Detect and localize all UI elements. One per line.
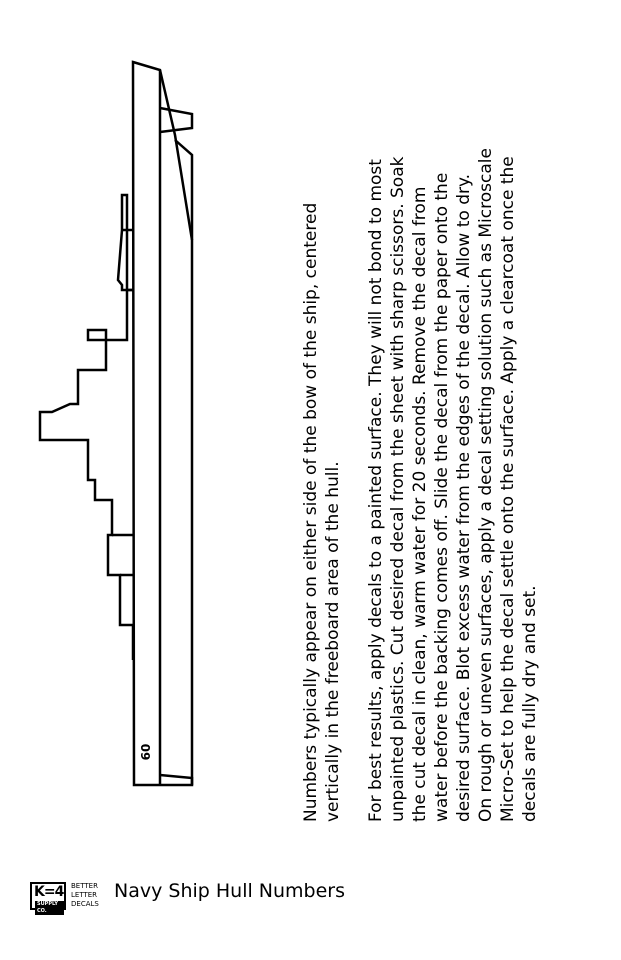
placement-note: [300, 203, 344, 822]
placement-line: Numbers typically appear on either side of the bow of the ship, centered: [301, 202, 321, 822]
placement-line: vertically in the freeboard area of the hull.: [323, 461, 343, 822]
instruction-line: water before the backing comes off. Slide the decal from the paper onto the: [432, 172, 452, 822]
instruction-line: desired surface. Blot excess water from the edges of the decal. Allow to dry.: [454, 173, 474, 822]
superstructure: [40, 195, 133, 660]
logo-sub-text: SUPPLY CO.: [35, 901, 64, 915]
application-instructions: [365, 148, 541, 822]
instruction-line: Micro-Set to help the decal settle onto the surface. Apply a clearcoat once the: [498, 156, 518, 822]
instruction-line: the cut decal in clean, warm water for 20 seconds. Remove the decal from: [410, 186, 430, 822]
logo-mark-text: K=4: [34, 884, 64, 900]
bow: [160, 775, 192, 785]
instruction-line: On rough or uneven surfaces, apply a decal setting solution such as Microscale: [476, 148, 496, 822]
aft-structure: [160, 108, 192, 132]
logo-tagline-line: BETTER: [71, 882, 98, 890]
logo-tagline-line: LETTER: [71, 891, 98, 899]
hull-outline: [133, 62, 192, 785]
logo-tagline: [71, 882, 99, 909]
logo-tagline-line: DECALS: [71, 900, 99, 908]
hull-number: 60: [139, 743, 153, 761]
page-title: Navy Ship Hull Numbers: [114, 880, 346, 902]
instruction-line: decals are fully dry and set.: [520, 585, 540, 822]
logo-mark: [30, 882, 66, 914]
brand-logo: [30, 882, 102, 912]
instruction-line: For best results, apply decals to a painted surface. They will not bond to most: [366, 159, 386, 822]
instruction-line: unpainted plastics. Cut desired decal from the sheet with sharp scissors. Soak: [388, 156, 408, 822]
